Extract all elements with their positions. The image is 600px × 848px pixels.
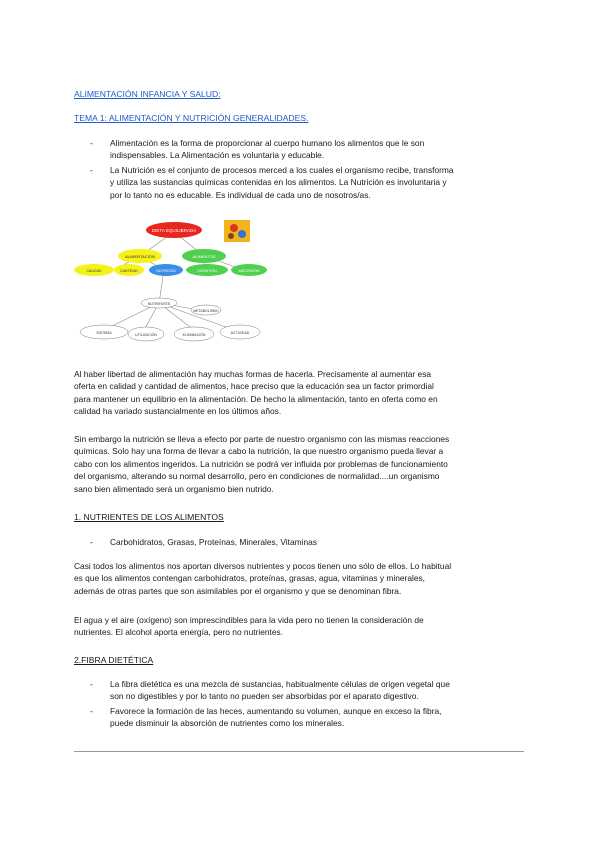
diagram-row2-text: CANTIDAD — [120, 269, 138, 273]
topic-heading[interactable]: TEMA 1: ALIMENTACIÓN Y NUTRICIÓN GENERALIDADES. — [74, 113, 309, 123]
bullet-line: puede disminuir la absorción de nutrientes como los minerales. — [110, 718, 345, 729]
intro-bullet-2 — [90, 164, 530, 202]
paragraph-line: del organismo, alterando su normal desarrollo, pero en condiciones de normalidad....un organismo — [74, 471, 440, 482]
paragraph-line: nutrientes. El alcohol aporta energía, pero no nutrientes. — [74, 627, 284, 638]
food-illustration-part — [230, 224, 238, 232]
diagram-row2-text: ABSORCIÓN — [238, 269, 260, 273]
intro-bullet-1 — [90, 137, 530, 163]
paragraph-line: cabo con los alimentos ingeridos. La nutrición se podrá ver influida por problemas de funcionamiento — [74, 458, 448, 469]
section-heading-fibra: 2.FIBRA DIETÉTICA — [74, 655, 154, 665]
bullet-dash: - — [90, 706, 93, 716]
diagram-bottom-text: ELIMINACIÓN — [182, 333, 206, 337]
section-heading-nutrientes: 1. NUTRIENTES DE LOS ALIMENTOS — [74, 512, 224, 522]
paragraph-line: además de otras partes que son asimilables por el organismo y que se denominan fibra. — [74, 585, 402, 596]
page-divider — [74, 751, 524, 752]
bullet-dash: - — [90, 138, 93, 148]
bullet-dash: - — [90, 165, 93, 175]
diagram-row2-text: NUTRICIÓN — [156, 269, 176, 273]
food-illustration-part — [238, 230, 246, 238]
paragraph-line: Sin embargo la nutrición se lleva a efecto por parte de nuestro organismo con las mismas reacciones — [74, 434, 450, 444]
bullet-line: son no digestibles y por lo tanto no pueden ser absorbidas por el aparato digestivo. — [110, 691, 419, 702]
bullet-dash: - — [90, 537, 93, 547]
paragraph-line: Al haber libertad de alimentación hay muchas formas de hacerla. Precisamente al aumentar esa — [74, 369, 432, 379]
nutrients-bullet — [90, 536, 530, 549]
bullet-line: Carbohidratos, Grasas, Proteínas, Minerales, Vitaminas — [110, 537, 317, 547]
bullet-line: La fibra dietética es una mezcla de sustancias, habitualmente células de origen vegetal que — [110, 679, 450, 689]
diagram-bottom-text: UTILIZACIÓN — [135, 333, 157, 337]
diagram-row2-text: DIGESTIÓN — [197, 269, 217, 273]
nutrition-concept-diagram — [74, 218, 274, 348]
diagram-row2-text: CALIDAD — [86, 269, 102, 273]
paragraph-line: Casi todos los alimentos nos aportan diversos nutrientes y pocos tienen uno sólo de ellos. Lo habitual — [74, 561, 452, 571]
diagram-center-text: NUTRIENTES — [147, 302, 171, 306]
fibra-bullet-2 — [90, 705, 530, 731]
diagram-title-text: DIETA EQUILIBRADA — [151, 228, 197, 233]
bullet-line: indispensables. La Alimentación es voluntaria y educable. — [110, 150, 325, 161]
food-illustration — [224, 220, 250, 242]
fibra-bullet-1 — [90, 678, 530, 704]
bullet-line: Alimentación es la forma de proporcionar al cuerpo humano los alimentos que le son — [110, 138, 425, 148]
bullet-line: La Nutrición es el conjunto de procesos merced a los cuales el organismo recibe, transforma — [110, 165, 454, 175]
bullet-line: y utiliza las sustancias químicas contenidas en los alimentos. La Nutrición es involuntaria y — [110, 177, 447, 188]
bullet-line: por lo tanto no es educable. Es individual de cada uno de nosotros/as. — [110, 189, 371, 200]
paragraph-line: oferta en calidad y cantidad de alimentos, hace preciso que la educación sea un factor primordial — [74, 381, 434, 392]
diagram-bottom-text: SISTEMA — [96, 331, 112, 335]
paragraph-line: calidad ha variado sustancialmente en los últimos años. — [74, 406, 282, 417]
diagram-side-text: METABOLISMO — [193, 309, 219, 313]
document-title[interactable]: ALIMENTACIÓN INFANCIA Y SALUD: — [74, 89, 221, 99]
paragraph-line: sano bien alimentado será un organismo bien nutrido. — [74, 483, 274, 494]
diagram-left-text: ALIMENTACIÓN — [125, 254, 155, 259]
bullet-dash: - — [90, 679, 93, 689]
food-illustration-part — [228, 233, 234, 239]
paragraph-line: químicas. Solo hay una forma de llevar a cabo la nutrición, la que nuestro organismo pueda llevar a — [74, 446, 444, 457]
paragraph-line: es que los alimentos contengan carbohidratos, proteínas, grasas, agua, vitaminas y minerales, — [74, 573, 426, 584]
bullet-line: Favorece la formación de las heces, aumentando su volumen, aunque en exceso la fibra, — [110, 706, 442, 716]
diagram-right-text: ALIMENTOS — [192, 254, 216, 259]
paragraph-line: para mantener un equilibrio en la alimentación. De hecho la alimentación, tanto en oferta como en — [74, 393, 438, 404]
diagram-bottom-text: ACTIVIDAD — [230, 331, 250, 335]
paragraph-line: El agua y el aire (oxígeno) son imprescindibles para la vida pero no tienen la consideración de — [74, 615, 424, 625]
